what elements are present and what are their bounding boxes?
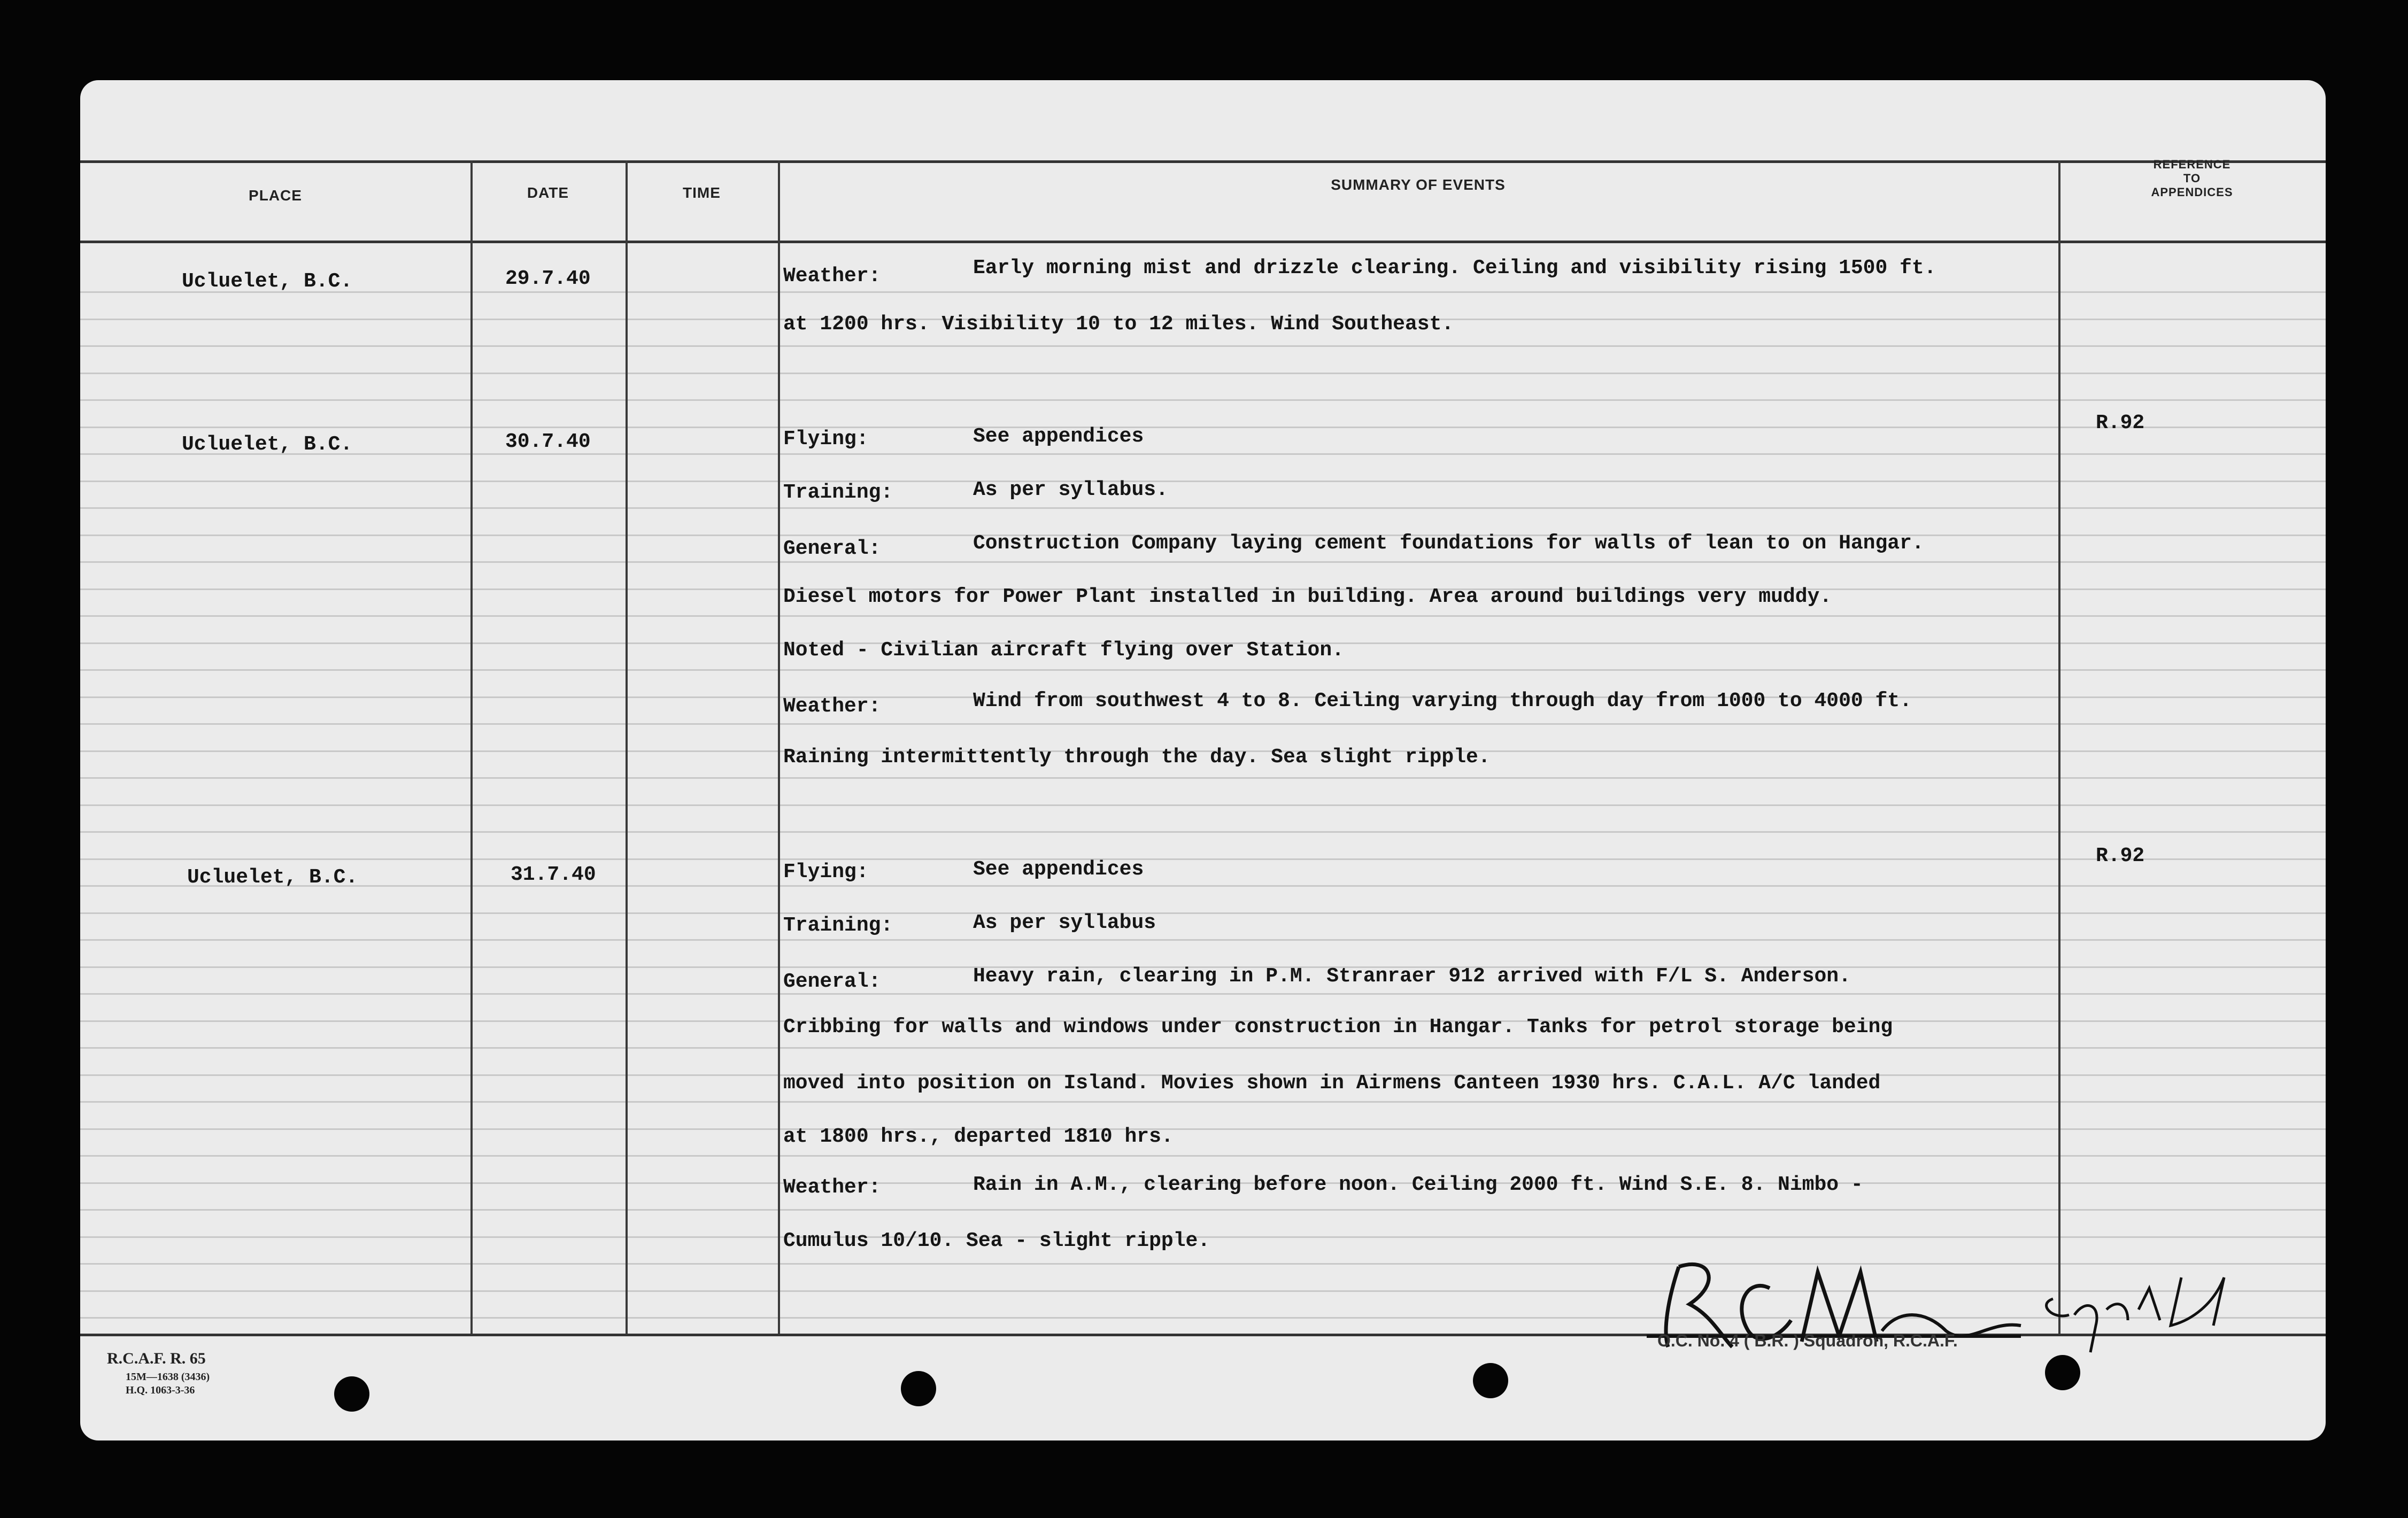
entry-line-label: General: [783,537,881,560]
header-reference [2058,158,2326,199]
entry-line-label: Training: [783,914,893,937]
entry-line-label: Training: [783,481,893,504]
punch-hole [2045,1355,2080,1390]
header-top-rule [80,160,2326,163]
ruled-line [80,291,2326,293]
entry-line-text: Cumulus 10/10. Sea - slight ripple. [783,1229,1210,1252]
divider-place-date [470,160,473,1334]
form-print-line1: 15M—1638 (3436) [126,1371,210,1383]
entry-line-text: Construction Company laying cement foundations for walls of lean to on Hangar. [973,532,1924,555]
entry-line-text: Heavy rain, clearing in P.M. Stranraer 912 arrived with F/L S. Anderson. [973,965,1851,988]
entry-line-text: Rain in A.M., clearing before noon. Ceiling 2000 ft. Wind S.E. 8. Nimbo - [973,1173,1863,1196]
entry-line-label: Weather: [783,265,881,288]
ruled-line [80,373,2326,374]
commanding-officer-line: O.C. No. 4 ( B.R. ) Squadron, R.C.A.F. [1657,1331,1958,1350]
punch-hole [901,1371,936,1406]
ruled-line [80,912,2326,914]
header-reference-line2: TO [2183,172,2201,185]
entry-date: 29.7.40 [505,267,591,290]
ruled-line [80,939,2326,941]
entry-line-label: Flying: [783,428,869,451]
entry-line-text: Early morning mist and drizzle clearing. Ceiling and visibility rising 1500 ft. [973,257,1936,280]
ruled-line [80,1209,2326,1211]
header-reference-line3: APPENDICES [2151,185,2233,199]
entry-line-text: See appendices [973,425,1144,448]
divider-summary-reference [2058,160,2060,1334]
entry-date: 31.7.40 [511,863,596,886]
punch-hole [1473,1363,1508,1398]
ruled-line [80,615,2326,617]
ruled-line [80,1101,2326,1103]
ruled-line [80,561,2326,563]
header-bottom-rule [80,241,2326,243]
entry-line-text: Diesel motors for Power Plant installed in building. Area around buildings very muddy. [783,585,1832,608]
entry-line-label: Weather: [783,695,881,718]
header-date: DATE [527,184,569,201]
header-time: TIME [683,184,721,201]
form-print-line2: H.Q. 1063-3-36 [126,1384,195,1396]
entry-place: Ucluelet, B.C. [187,866,358,889]
ruled-line [80,1128,2326,1130]
ruled-line [80,858,2326,860]
divider-date-time [626,160,628,1334]
ruled-line [80,669,2326,671]
entry-line-text: See appendices [973,858,1144,881]
ruled-line [80,427,2326,428]
entry-line-text: Cribbing for walls and windows under construction in Hangar. Tanks for petrol storage being [783,1016,1893,1039]
entry-date: 30.7.40 [505,430,591,453]
entry-line-text: at 1800 hrs., departed 1810 hrs. [783,1125,1174,1148]
ruled-line [80,1155,2326,1157]
header-place: PLACE [249,187,302,204]
ruled-line [80,345,2326,347]
ruled-line [80,777,2326,779]
entry-place: Ucluelet, B.C. [182,270,353,293]
ruled-line [80,723,2326,725]
entry-line-label: Weather: [783,1176,881,1199]
entry-line-text: at 1200 hrs. Visibility 10 to 12 miles. Wind Southeast. [783,313,1454,336]
entry-line-label: Flying: [783,861,869,884]
entry-line-label: General: [783,970,881,993]
diary-form-card [80,80,2326,1440]
divider-time-summary [778,160,780,1334]
entry-line-text: Wind from southwest 4 to 8. Ceiling varying through day from 1000 to 4000 ft. [973,690,1912,712]
entry-reference: R.92 [2096,412,2145,435]
ruled-line [80,804,2326,806]
entry-line-text: Raining intermittently through the day. Sea slight ripple. [783,746,1491,769]
form-code: R.C.A.F. R. 65 [107,1350,206,1367]
ruled-line [80,993,2326,995]
header-summary: SUMMARY OF EVENTS [1331,176,1506,193]
ruled-line [80,885,2326,887]
ruled-line [80,453,2326,455]
ruled-line [80,507,2326,509]
ruled-line [80,831,2326,833]
entry-line-text: Noted - Civilian aircraft flying over Station. [783,639,1344,662]
ruled-line [80,1047,2326,1049]
entry-line-text: moved into position on Island. Movies shown in Airmens Canteen 1930 hrs. C.A.L. A/C landed [783,1072,1881,1095]
entry-place: Ucluelet, B.C. [182,433,353,456]
header-reference-line1: REFERENCE [2153,158,2231,171]
punch-hole [334,1376,369,1412]
entry-line-text: As per syllabus [973,911,1156,934]
entry-line-text: As per syllabus. [973,478,1168,501]
entry-reference: R.92 [2096,845,2145,868]
ruled-line [80,399,2326,401]
ruled-line [80,481,2326,482]
